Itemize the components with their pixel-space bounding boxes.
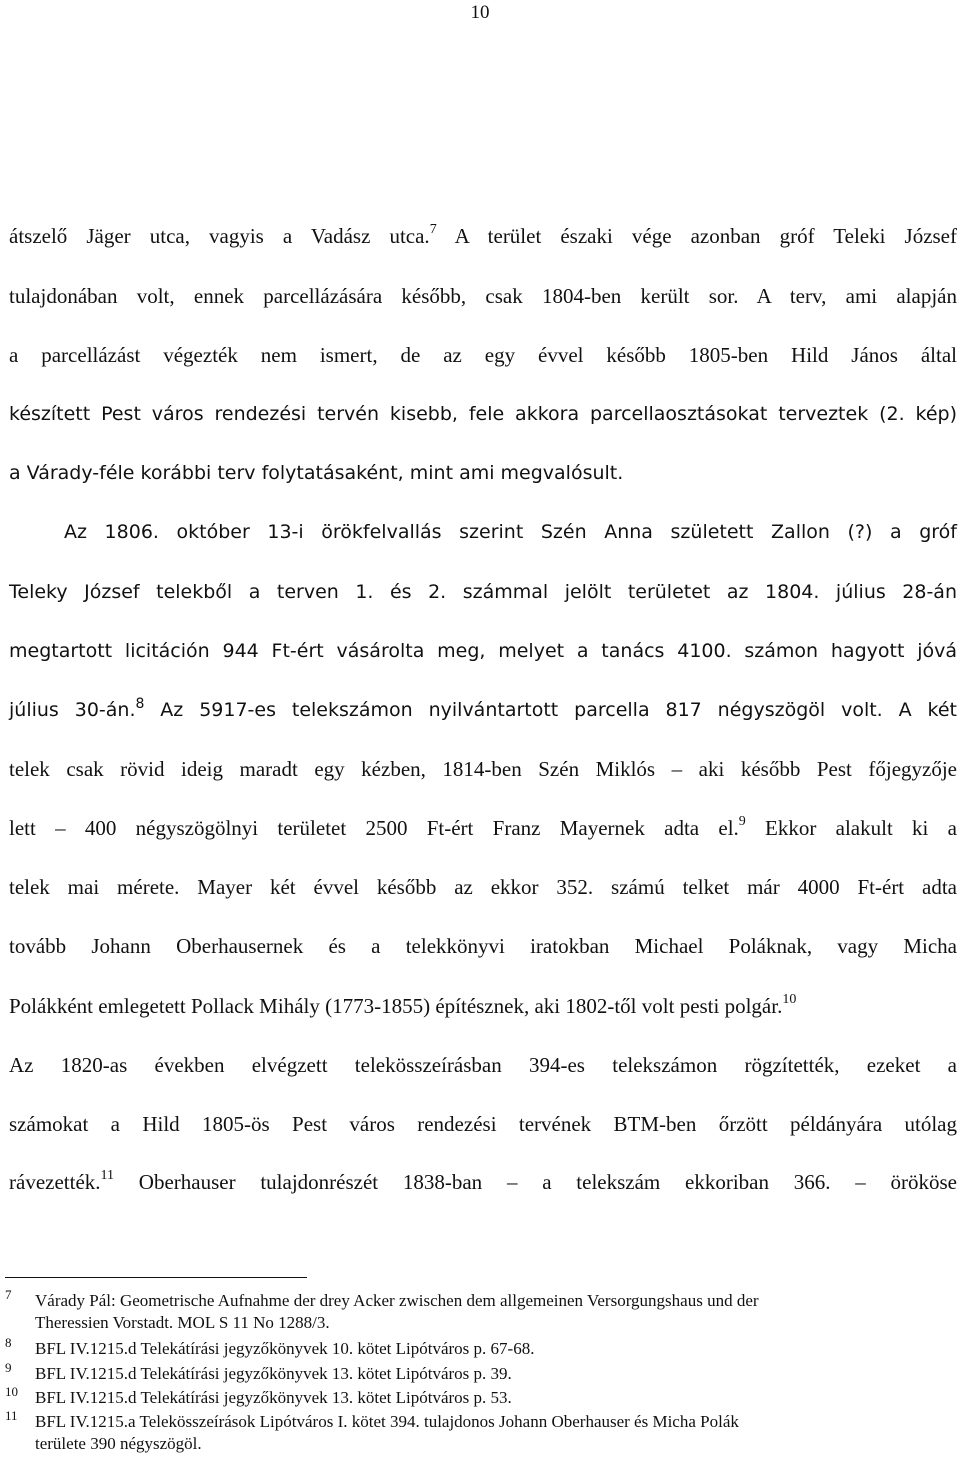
footnote-text: Várady Pál: Geometrische Aufnahme der drey Acker zwischen dem allgemeinen Versorgungshaus und der <box>35 1291 759 1310</box>
body-line-13: tovább Johann Oberhausernek és a telekkönyvi iratokban Michael Poláknak, vagy Micha <box>9 934 957 958</box>
text-segment: Polákként emlegetett Pollack Mihály (1773-1855) építésznek, aki 1802-től volt pesti polgár. <box>9 994 783 1018</box>
body-line-12: telek mai mérete. Mayer két évvel később az ekkor 352. számú telket már 4000 Ft-ért adta <box>9 875 957 899</box>
footnote-text: BFL IV.1215.a Telekösszeírások Lipótváros I. kötet 394. tulajdonos Johann Oberhauser és Micha Polák <box>35 1412 739 1431</box>
footnote-ref-9: 9 <box>738 814 746 829</box>
text-segment: rávezették. <box>9 1170 101 1194</box>
footnote-text: BFL IV.1215.d Telekátírási jegyzőkönyvek 13. kötet Lipótváros p. 39. <box>35 1364 512 1383</box>
footnote-text-continued: Theressien Vorstadt. MOL S 11 No 1288/3. <box>35 1313 330 1332</box>
body-line-1 <box>9 221 957 251</box>
body-line-5: a Várady-féle korábbi terv folytatásaként, mint ami megvalósult. <box>9 462 624 484</box>
text-segment: Oberhauser tulajdonrészét 1838-ban – a telekszám ekkoriban 366. – örököse <box>114 1170 957 1194</box>
body-line-8: megtartott licitáción 944 Ft-ért vásárolta meg, melyet a tanács 4100. számon hagyott jóvá <box>9 640 957 662</box>
body-line-7: Teleky József telekből a terven 1. és 2. számmal jelölt területet az 1804. július 28-án <box>9 581 957 603</box>
body-line-17 <box>9 1167 957 1197</box>
text-segment: Az 5917-es telekszámon nyilvántartott parcella 817 négyszögöl volt. A két <box>144 699 957 721</box>
body-line-16: számokat a Hild 1805-ös Pest város rendezési tervének BTM-ben őrzött példányára utólag <box>9 1112 957 1136</box>
footnote-number: 9 <box>5 1360 12 1375</box>
footnote-separator <box>5 1277 307 1278</box>
footnote-ref-10: 10 <box>782 992 797 1007</box>
footnote-text-continued: területe 390 négyszögöl. <box>35 1434 202 1453</box>
body-line-11 <box>9 813 957 843</box>
footnote-text: BFL IV.1215.d Telekátírási jegyzőkönyvek 10. kötet Lipótváros p. 67-68. <box>35 1339 535 1358</box>
footnote-number: 10 <box>5 1384 18 1399</box>
footnote-ref-8: 8 <box>135 696 145 712</box>
footnote-number: 8 <box>5 1335 12 1350</box>
body-line-4: készített Pest város rendezési tervén kisebb, fele akkora parcellaosztásokat terveztek (2. kép) <box>9 403 957 425</box>
footnote-number: 7 <box>5 1287 12 1302</box>
body-line-14 <box>9 991 957 1021</box>
body-line-6: Az 1806. október 13-i örökfelvallás szerint Szén Anna született Zallon (?) a gróf <box>64 521 957 543</box>
footnote-text: BFL IV.1215.d Telekátírási jegyzőkönyvek 13. kötet Lipótváros p. 53. <box>35 1388 512 1407</box>
body-line-3: a parcellázást végezték nem ismert, de az egy évvel később 1805-ben Hild János által <box>9 343 957 367</box>
text-segment: Ekkor alakult ki a <box>745 816 957 840</box>
text-segment: július 30-án. <box>9 699 136 721</box>
footnote-ref-7: 7 <box>429 222 437 237</box>
body-line-9 <box>9 695 957 725</box>
text-segment: A terület északi vége azonban gróf Teleki József <box>436 224 957 248</box>
footnote-number: 11 <box>5 1408 18 1423</box>
page-number: 10 <box>470 2 490 23</box>
text-segment: átszelő Jäger utca, vagyis a Vadász utca. <box>9 224 430 248</box>
footnote-ref-11: 11 <box>100 1168 115 1183</box>
body-line-2: tulajdonában volt, ennek parcellázására később, csak 1804-ben került sor. A terv, ami alapján <box>9 284 957 308</box>
body-line-10: telek csak rövid ideig maradt egy kézben, 1814-ben Szén Miklós – aki később Pest főjegyzője <box>9 757 957 781</box>
text-segment: lett – 400 négyszögölnyi területet 2500 Ft-ért Franz Mayernek adta el. <box>9 816 739 840</box>
body-line-15: Az 1820-as években elvégzett telekösszeírásban 394-es telekszámon rögzítették, ezeket a <box>9 1053 957 1077</box>
